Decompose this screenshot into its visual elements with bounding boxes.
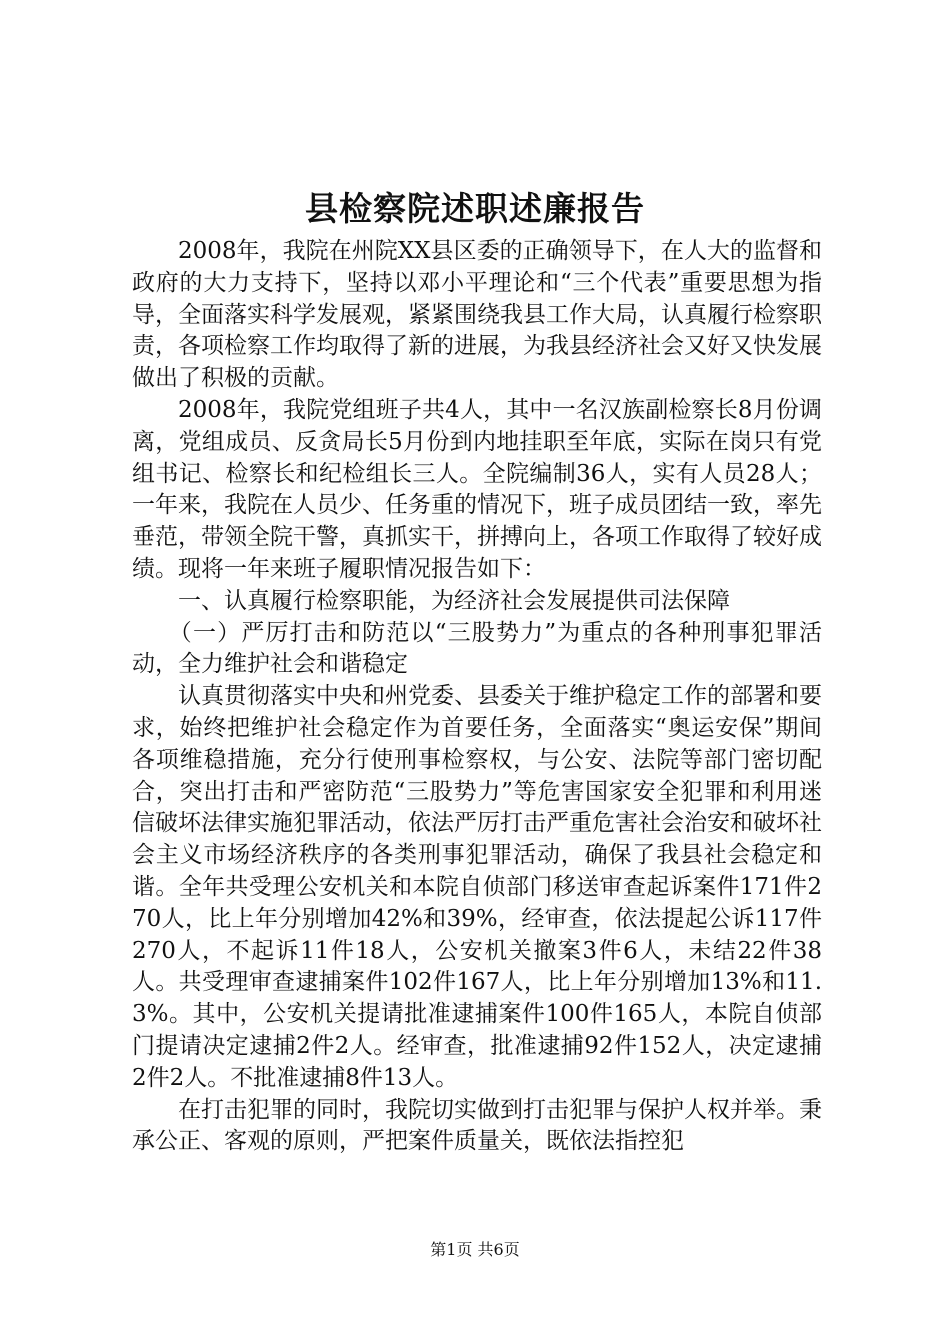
page-number-footer: 第1页 共6页 xyxy=(430,1240,520,1259)
paragraph-stability: 认真贯彻落实中央和州党委、县委关于维护稳定工作的部署和要求，始终把维护社会稳定作为首要任务，全面落实“奥运安保”期间各项维稳措施，充分行使刑事检察权，与公安、法院等部门密切配合，突出打击和严密防范“三股势力”等危害国家安全犯罪和利用迷信破坏法律实施犯罪活动，依法严厉打击严重危害社会治安和破坏社会主义市场经济秩序的各类刑事犯罪活动，确保了我县社会稳定和谐。全年共受理公安机关和本院自侦部门移送审查起诉案件171件270人，比上年分别增加42%和39%，经审查，依法提起公诉117件270人，不起诉11件18人，公安机关撤案3件6人，未结22件38人。共受理审查逮捕案件102件167人，比上年分别增加13%和11.3%。其中，公安机关提请批准逮捕案件100件165人，本院自侦部门提请决定逮捕2件2人。经审查，批准逮捕92件152人，决定逮捕2件2人。不批准逮捕8件13人。 xyxy=(132,683,822,1091)
section-heading-1: 一、认真履行检察职能，为经济社会发展提供司法保障 xyxy=(178,587,730,614)
paragraph-human-rights: 在打击犯罪的同时，我院切实做到打击犯罪与保护人权并举。秉承公正、客观的原则，严把案件质量关，既依法指控犯 xyxy=(132,1096,822,1155)
subsection-heading-1: （一）严厉打击和防范以“三股势力”为重点的各种刑事犯罪活动，全力维护社会和谐稳定 xyxy=(132,619,822,678)
paragraph-leadership: 2008年，我院党组班子共4人，其中一名汉族副检察长8月份调离，党组成员、反贪局长5月份到内地挂职至年底，实际在岗只有党组书记、检察长和纪检组长三人。全院编制36人，实有人员28人；一年来，我院在人员少、任务重的情况下，班子成员团结一致，率先垂范，带领全院干警，真抓实干，拼搏向上，各项工作取得了较好成绩。现将一年来班子履职情况报告如下： xyxy=(132,396,822,582)
document-body xyxy=(132,236,822,1158)
paragraph-intro: 2008年，我院在州院XX县区委的正确领导下，在人大的监督和政府的大力支持下，坚持以邓小平理论和“三个代表”重要思想为指导，全面落实科学发展观，紧紧围绕我县工作大局，认真履行检察职责，各项检察工作均取得了新的进展，为我县经济社会又好又快发展做出了积极的贡献。 xyxy=(132,238,822,392)
document-title: 县检察院述职述廉报告 xyxy=(305,189,645,228)
